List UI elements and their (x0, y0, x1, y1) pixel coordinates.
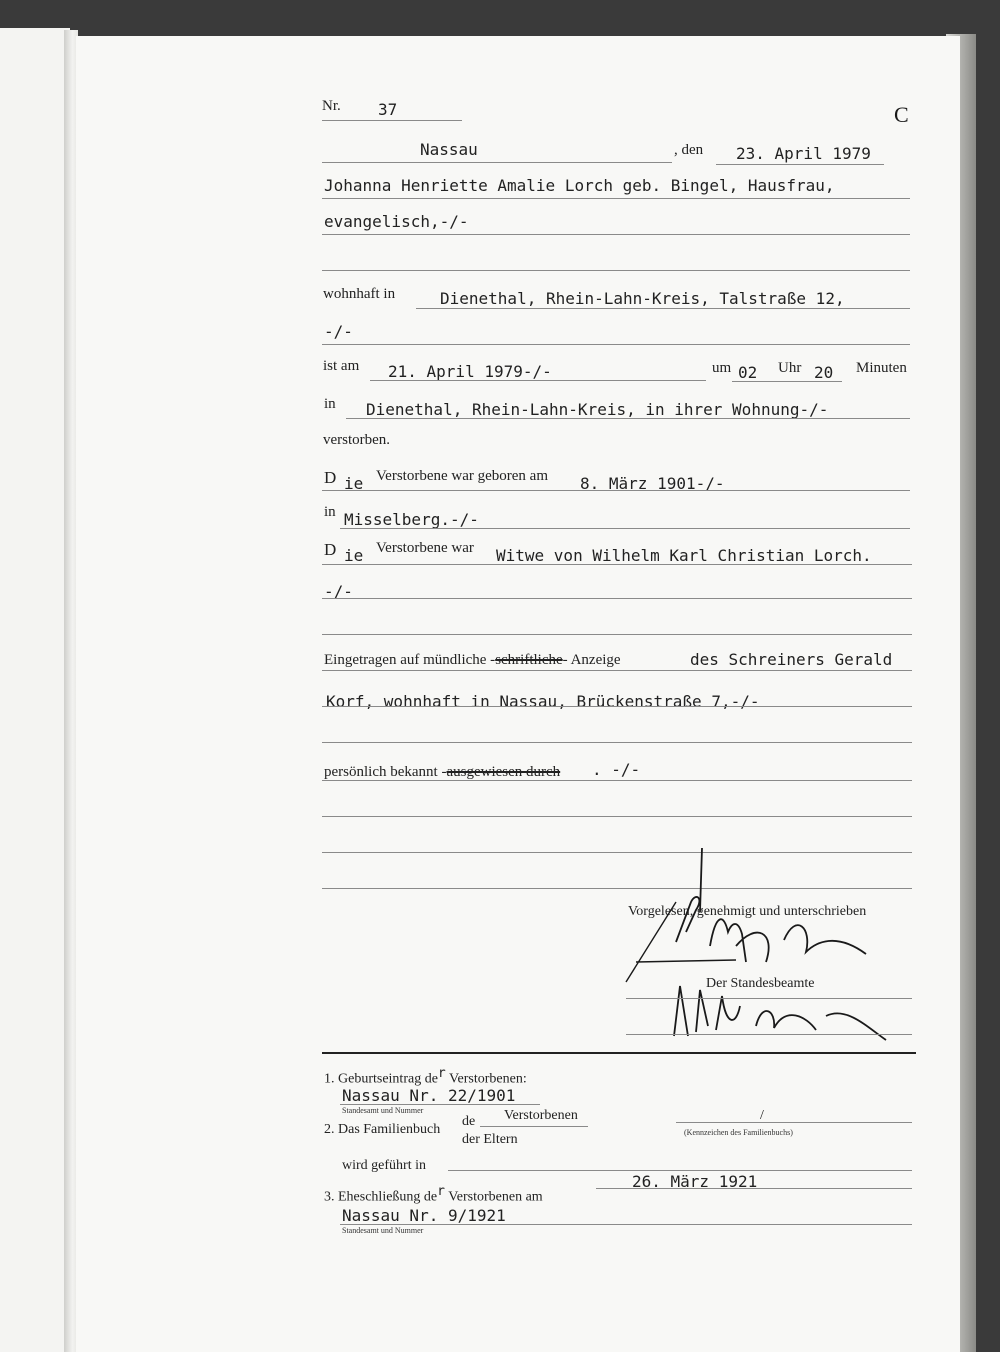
birth-date: 8. März 1901-/- (580, 474, 725, 493)
record-date: 23. April 1979 (736, 144, 871, 163)
death-place: Dienethal, Rhein-Lahn-Kreis, in ihrer Wohnung-/- (366, 400, 829, 419)
ist-am-label: ist am (323, 358, 360, 374)
wohnhaft-label: wohnhaft in (323, 286, 396, 302)
footer-item2-label: 2. Das Familienbuch (324, 1122, 441, 1137)
den-label: , den (674, 142, 704, 158)
identity-value: . -/- (592, 760, 641, 779)
status-d-label: D (324, 540, 337, 559)
death-hour: 02 (738, 363, 758, 382)
page-letter: C (894, 102, 909, 127)
footer-item2-slash: / (760, 1108, 764, 1123)
birth-in-label: in (324, 504, 336, 520)
footer-item3-date: 26. März 1921 (632, 1172, 758, 1191)
place-value: Nassau (420, 140, 478, 159)
footer-item2-eltern: der Eltern (462, 1132, 518, 1147)
birth-place: Misselberg.-/- (344, 510, 479, 529)
status-label: Verstorbene war (376, 540, 474, 556)
registration-label: Eingetragen auf mündliche -schriftliche- Anzeige (324, 652, 621, 668)
residence-value: Dienethal, Rhein-Lahn-Kreis, Talstraße 12, (440, 289, 845, 308)
identity-label: persönlich bekannt -ausgewiesen durch (324, 764, 561, 780)
standesamt-label-1: Standesamt und Nummer (342, 1106, 424, 1115)
footer-item2-de: de (462, 1114, 476, 1129)
nr-label: Nr. (322, 98, 341, 114)
residence-cont: -/- (324, 322, 353, 341)
footer-item3-label: 3. Eheschließung $de^r$ Verstorbenen am (324, 1184, 543, 1205)
registration-struck: schriftliche (495, 652, 563, 668)
status-cont: -/- (324, 582, 353, 601)
birth-d-suffix: ie (344, 474, 364, 493)
footer-item1-value: Nassau Nr. 22/1901 (342, 1086, 516, 1105)
verstorben-label: verstorben. (323, 432, 391, 448)
status-d-suffix: ie (344, 546, 364, 565)
register-page (76, 36, 960, 1352)
um-label: um (712, 360, 732, 376)
status-value: Witwe von Wilhelm Karl Christian Lorch. (496, 546, 872, 565)
footer-item1-label: 1. Geburtseintrag $de^r$ Verstorbenen: (324, 1066, 527, 1087)
uhr-label: Uhr (778, 360, 802, 376)
minuten-label: Minuten (856, 360, 907, 376)
registration-value-1: des Schreiners Gerald (690, 650, 893, 669)
birth-label: Verstorbene war geboren am (376, 468, 549, 484)
standesbeamte-label: Der Standesbeamte (706, 976, 815, 991)
identity-struck: ausgewiesen durch (446, 764, 561, 780)
footer-item2-verstorbenen: Verstorbenen (504, 1108, 578, 1123)
death-minute: 20 (814, 363, 834, 382)
person-religion-line: evangelisch,-/- (324, 212, 469, 231)
death-in-label: in (324, 396, 336, 412)
standesamt-label-2: Standesamt und Nummer (342, 1226, 424, 1235)
nr-value: 37 (378, 100, 398, 119)
left-page (0, 28, 70, 1352)
death-date: 21. April 1979-/- (388, 362, 552, 381)
birth-d-label: D (324, 468, 337, 487)
registration-value-2: Korf, wohnhaft in Nassau, Brückenstraße 7,-/- (326, 692, 760, 711)
person-name-line: Johanna Henriette Amalie Lorch geb. Bingel, Hausfrau, (324, 176, 835, 195)
footer-item3-value: Nassau Nr. 9/1921 (342, 1206, 506, 1225)
kennzeichen-label: (Kennzeichen des Familienbuchs) (684, 1128, 793, 1137)
vorgelesen-label: Vorgelesen, genehmigt und unterschrieben (628, 904, 867, 919)
gefuehrt-label: wird geführt in (342, 1158, 426, 1173)
